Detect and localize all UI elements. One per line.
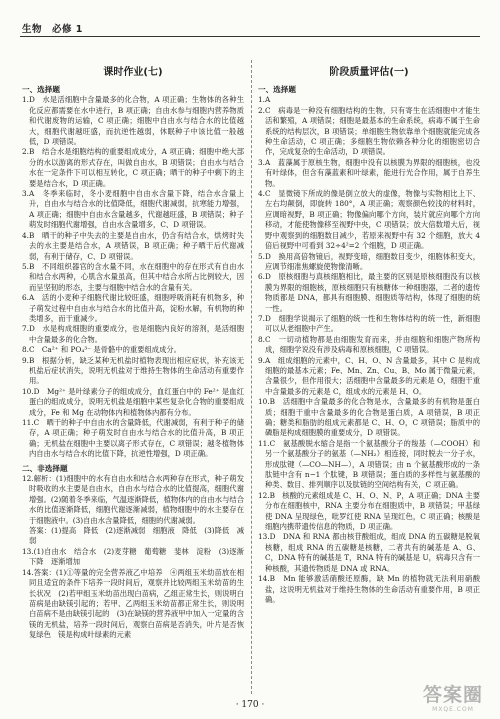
answer-item-1: 1.D 水是活细胞中含量最多的化合物，A 项正确；生物体的各种生化反应都需要在水中进行，B 项正确；自由水参与细胞内营养物质和代谢废物的运输，C 项正确；细胞中自由水与结合水的比值越大，细胞代谢越旺盛，而抗逆性越弱，休眠种子中该比值一般越低，D 项错误。 xyxy=(22,95,244,147)
assessment-item-5: 5.D 换用高倍物镜后，视野变暗，细胞数目变少，细胞体积变大，应调节细准焦螺旋使物像清晰。 xyxy=(258,251,480,271)
assessment-item-12: 12.B 核酸的元素组成是 C、H、O、N、P，A 项正确；DNA 主要分布在细胞核中，RNA 主要分布在细胞质中，B 项错误；甲基绿使 DNA 呈现绿色，吡罗红使 RNA 呈现红色，C 项正确；核酸是细胞内携带遗传信息的物质，D 项正确。 xyxy=(258,490,480,532)
answer-item-8: 8.C Ca²⁺ 和 PO₄³⁻ 是骨骼中的重要组成成分。 xyxy=(22,345,181,355)
answer-item-3: 3.A 冬季来临时，冬小麦细胞中自由水含量下降，结合水含量上升，自由水与结合水的比值降低，细胞代谢减弱，抗寒能力增强，A 项正确；细胞中自由水含量越多，代谢越旺盛，B 项错误；种子萌发时细胞代谢增强，自由水含量增多，C、D 项错误。 xyxy=(22,189,244,230)
answer-item-5: 5.B 不同组织器官的含水量不同，水在细胞中的存在形式有自由水和结合水两种，心肌含水量虽高，但其中结合水所占比例较大，因而呈坚韧的形态，主要与细胞中结合水的含量有关。 xyxy=(22,261,244,292)
answer-item-14: 14.答案：(1)①等量的完全营养液乙中培养 ④两组玉米幼苗放在相同且适宜的条件下培养一段时间后，观察并比较两组玉米幼苗的生长状况 (2)若甲组玉米幼苗出现白苗病，乙组正常生长，则说明白苗病是由缺镁引起的；若甲、乙两组玉米幼苗都正常生长，则说明白苗病不是由缺镁引起的 (3)在缺镁的营养液甲中加入一定量的含镁的无机盐，培养一段时间后，观察白苗病是否消失，叶片是否恢复绿色 镁是构成叶绿素的元素 xyxy=(22,567,244,640)
assessment-item-14: 14.B Mn 能够激活硝酸还原酶，缺 Mn 的植物就无法利用硝酸盐，这说明无机盐对于维持生物体的生命活动有重要作用，B 项正确。 xyxy=(258,574,480,604)
assessment-item-13: 13.D DNA 和 RNA 都由核苷酸组成，组成 DNA 的五碳糖是脱氧核糖，组成 RNA 的五碳糖是核糖，二者共有的碱基是 A、G、C，DNA 特有的碱基是 T，RNA 特有的碱基是 U，病毒只含有一种核酸，其遗传物质是 DNA 或 RNA。 xyxy=(258,532,480,573)
answer-item-12-analysis: 12.解析：(1)细胞中的水有自由水和结合水两种存在形式，种子萌发时吸收的水主要是自由水，自由水与结合水的比值提高，细胞代谢增强。(2)随着冬季来临，气温逐渐降低，植物体内的自由水与结合水的比值逐渐降低，细胞代谢逐渐减弱，植物细胞中的水主要存在于细胞液中。(3)自由水含量降低，细胞的代谢减弱。 xyxy=(22,474,244,525)
answer-item-10: 10.D Mg²⁺ 是叶绿素分子的组成成分，血红蛋白中的 Fe²⁺ 是血红蛋白的组成成分，说明无机盐是细胞中某些复杂化合物的重要组成成分，Fe 和 Mg 在动物体内和植物体内都有分布。 xyxy=(22,386,244,417)
right-column-title: 阶段质量评估(一) xyxy=(329,67,409,78)
assessment-item-7: 7.D 细胞学说揭示了细胞的统一性和生物体结构的统一性，新细胞可以从老细胞中产生。 xyxy=(258,313,480,334)
answer-item-11: 11.C 晒干的种子中自由水的含量降低，代谢减弱，有利于种子的储存，A 项正确；种子萌发时自由水与结合水的比值升高，B 项正确；无机盐在细胞中主要以离子形式存在，C 项错误；越冬植物体内自由水与结合水的比值下降，抗逆性增强，D 项正确。 xyxy=(22,418,244,459)
right-column xyxy=(258,60,480,694)
assessment-item-6: 6.D 原核细胞与真核细胞相比，最主要的区别是原核细胞没有以核膜为界限的细胞核，原核细胞只有核糖体一种细胞器，二者的遗传物质都是 DNA，都具有细胞膜、细胞质等结构，体现了细胞的统一性。 xyxy=(258,272,480,313)
answer-item-7: 7.D 水是构成细胞的重要成分，也是细胞内良好的溶剂，是活细胞中含量最多的化合物。 xyxy=(22,324,244,344)
answer-item-9: 9.B 根据分析，缺乏某种无机盐时植物表现出相应症状，补充该无机盐后症状消失，说明无机盐对于维持生物体的生命活动有重要作用。 xyxy=(22,355,244,386)
column-divider xyxy=(251,60,252,694)
answer-item-4: 4.B 晒干的种子中失去的主要是自由水，仍含有结合水，烘烤时失去的水主要是结合水，A 项错误，B 项正确；种子晒干后代谢减弱，有利于储存，C、D 项错误。 xyxy=(22,230,244,261)
assessment-item-3: 3.A 蓝藻属于原核生物，细胞中没有以核膜为界限的细胞核，也没有叶绿体，但含有藻蓝素和叶绿素，能进行光合作用，属于自养生物。 xyxy=(258,157,480,188)
answer-item-12-answer: 答案：(1)提高 降低 (2)逐渐减弱 细胞液 降低 (3)降低 减弱 xyxy=(29,526,244,546)
assessment-item-4: 4.C 显微镜下所成的像是倒立放大的虚像，物像与实物相比上下、左右均颠倒，即旋转 180°，A 项正确；观察颜色较浅的材料时，应调暗视野，B 项正确；物像偏向哪个方向，装片就应向哪个方向移动，才能使物像移至视野中央，C 项错误；放大倍数增大后，视野中观察到的细胞数目减少，若原来视野中有 32 个细胞，放大 4 倍后视野中可看到 32÷4²=2 个细胞，D 项正确。 xyxy=(258,189,480,251)
section-heading-choice: 一、选择题 xyxy=(258,85,296,94)
assessment-item-8: 8.C 一切动植物都是由细胞发育而来，并由细胞和细胞产物所构成，细胞学说没有涉及病毒和原核细胞，C 项错误。 xyxy=(258,334,480,355)
assessment-item-11: 11.C 氨基酸脱水缩合是指一个氨基酸分子的羧基（—COOH）和另一个氨基酸分子的氨基（—NH₂）相连接，同时脱去一分子水，形成肽键（—CO—NH—），A 项错误；由 n 个氨基酸形成的一条肽链中含有 n−1 个肽键，B 项错误；蛋白质的多样性与氨基酸的种类、数目、排列顺序以及肽链的空间结构有关，C 项正确。 xyxy=(258,438,480,490)
left-column xyxy=(22,60,244,694)
page-number: · 170 · xyxy=(235,700,265,710)
assessment-item-2: 2.C 病毒是一种没有细胞结构的生物，只有寄生在活细胞中才能生活和繁殖，A 项错误；细胞是最基本的生命系统，病毒不属于生命系统的结构层次，B 项错误；单细胞生物依靠单个细胞就能完成各种生命活动，C 项正确；多细胞生物依赖各种分化的细胞密切合作，完成复杂的生命活动，D 项错误。 xyxy=(258,105,480,157)
running-header-subject: 生物 必修 1 xyxy=(22,24,83,35)
answer-item-13: 13.(1)自由水 结合水 (2)麦芽糖 葡萄糖 斐林 淀粉 (3)逐渐下降 逐渐增加 xyxy=(22,546,244,567)
assessment-item-9: 9.A 组成细胞的元素中，C、H、O、N 含量最多，其中 C 是构成细胞的最基本元素；Fe、Mn、Zn、Cu、B、Mo 属于微量元素，含量很少，但作用很大；活细胞中含量最多的元素是 O，细胞干重中含量最多的元素是 C，组成水的元素是 H、O。 xyxy=(258,355,480,396)
answer-item-2: 2.B 结合水是细胞结构的重要组成成分，A 项正确；细胞中绝大部分的水以游离的形式存在，叫做自由水，B 项错误；自由水与结合水在一定条件下可以相互转化，C 项正确；晒干的种子中剩下的主要是结合水，D 项正确。 xyxy=(22,147,244,188)
watermark-url: MXQE.COM xyxy=(432,706,474,713)
watermark-logo-text: 答案圈 xyxy=(422,684,483,706)
assessment-item-1: 1.A xyxy=(258,95,271,105)
section-heading-non-choice: 二、非选择题 xyxy=(22,463,68,473)
left-column-title: 课时作业(七) xyxy=(103,67,163,78)
assessment-item-10: 10.B 活细胞中含量最多的化合物是水，含量最多的有机物是蛋白质；细胞干重中含量最多的化合物是蛋白质，A 项错误，B 项正确；糖类和脂肪的组成元素都是 C、H、O，C 项错误；脂质中的磷脂是构成细胞膜的重要成分，D 项错误。 xyxy=(258,397,480,438)
section-heading-choice: 一、选择题 xyxy=(22,85,60,94)
watermark-logo xyxy=(412,684,494,716)
answer-item-6: 6.A 活的小麦种子细胞代谢比较旺盛，细胞呼吸消耗有机物多，种子萌发过程中自由水与结合水的比值升高，淀粉水解，有机物的种类增多，而干重减少。 xyxy=(22,293,244,323)
header-rule xyxy=(20,36,480,37)
